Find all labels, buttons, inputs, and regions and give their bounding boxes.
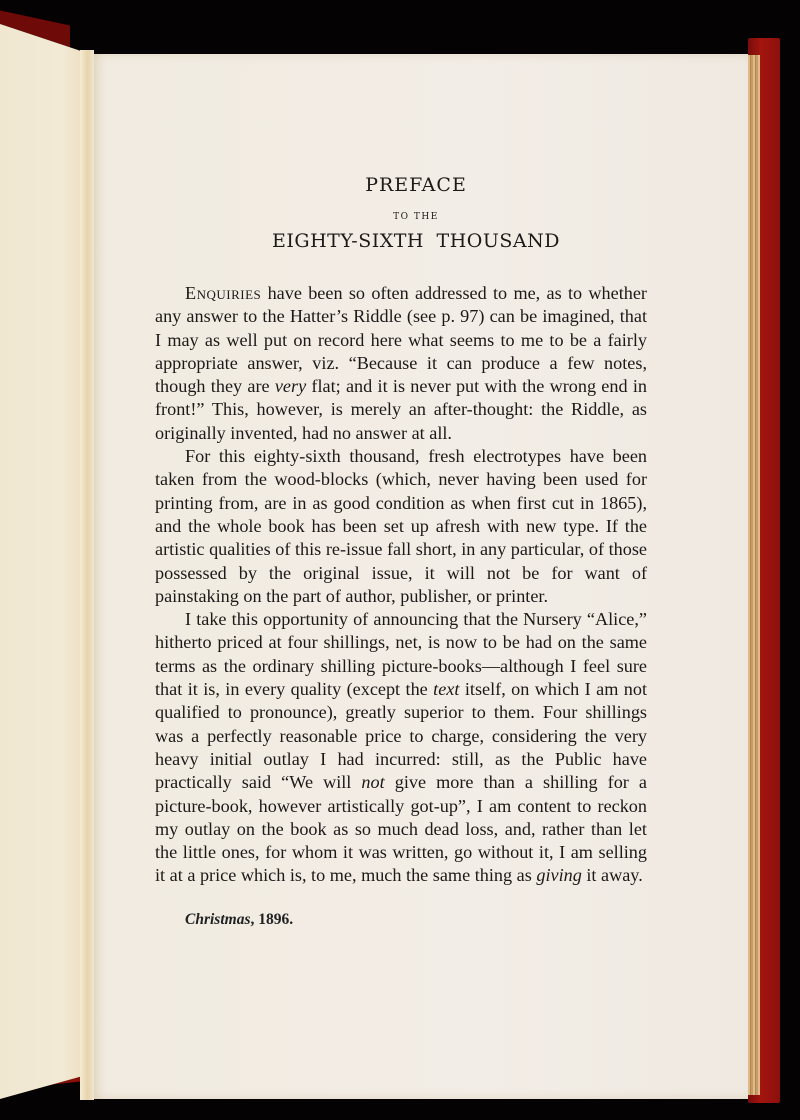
preface-title: PREFACE <box>365 174 467 196</box>
italic-segment: very <box>274 376 307 397</box>
text-segment: have been so often addressed to me, as to whether any answer to the Hatter’s Riddle (see p. 97) can be imagined, that I may as well put on record here what seems to me to be a fairly appropriate answer, viz. “Because it can produce a few notes, though they are <box>155 283 647 397</box>
italic-segment: text <box>433 679 460 700</box>
signature-year: , 1896. <box>250 911 294 928</box>
text-segment: For this eighty-sixth thousand, fresh electrotypes have been taken from the wood-blocks (which, never having been used for printing from, are in as good condition as when first cut in 1865), and the whole book has been set up afresh with new type. If the artistic qualities of this re-issue fall short, in any particular, of those possessed by the original issue, it will not be for want of painstaking on the part of author, publisher, or printer. <box>155 446 647 606</box>
signature-dateline <box>185 911 293 929</box>
drop-small-caps: Enquiries <box>185 283 262 303</box>
left-flyleaf-page <box>0 24 90 1099</box>
text-segment: give more than a shilling for a picture-book, however artistically got-up”, I am content to reckon my outlay on the book as so much dead loss, and, rather than let the little ones, for whom it was written, go without it, I am selling it at a price which is, to me, much the same thing as <box>155 772 647 886</box>
preface-subtitle-edition: EIGHTY-SIXTH THOUSAND <box>272 230 560 252</box>
paragraph-1 <box>155 282 647 445</box>
preface-body <box>155 282 647 888</box>
page-gutter <box>80 50 94 1100</box>
paragraph-3 <box>155 608 647 888</box>
text-segment: flat; and it is never put with the wrong end in front!” This, however, is merely an after-thought: the Riddle, as originally invented, had no answer at all. <box>155 376 647 443</box>
signature-italic: Christmas <box>185 911 251 928</box>
text-segment: I take this opportunity of announcing that the Nursery “Alice,” hitherto priced at four shillings, net, is now to be had on the same terms as the ordinary shilling picture-books—although I feel sure that it is, in every quality (except the <box>155 609 647 700</box>
italic-segment: giving <box>536 865 582 886</box>
text-segment: itself, on which I am not qualified to pronounce), greatly superior to them. Four shillings was a perfectly reasonable price to charge, considering the very heavy initial outlay I had incurred: still, as the Public have practically said “We will <box>155 679 647 793</box>
preface-subtitle-to-the: TO THE <box>393 212 439 222</box>
paragraph-2 <box>155 445 647 608</box>
italic-segment: not <box>361 772 385 793</box>
gilt-page-edges <box>746 55 760 1095</box>
text-segment: it away. <box>581 865 643 886</box>
